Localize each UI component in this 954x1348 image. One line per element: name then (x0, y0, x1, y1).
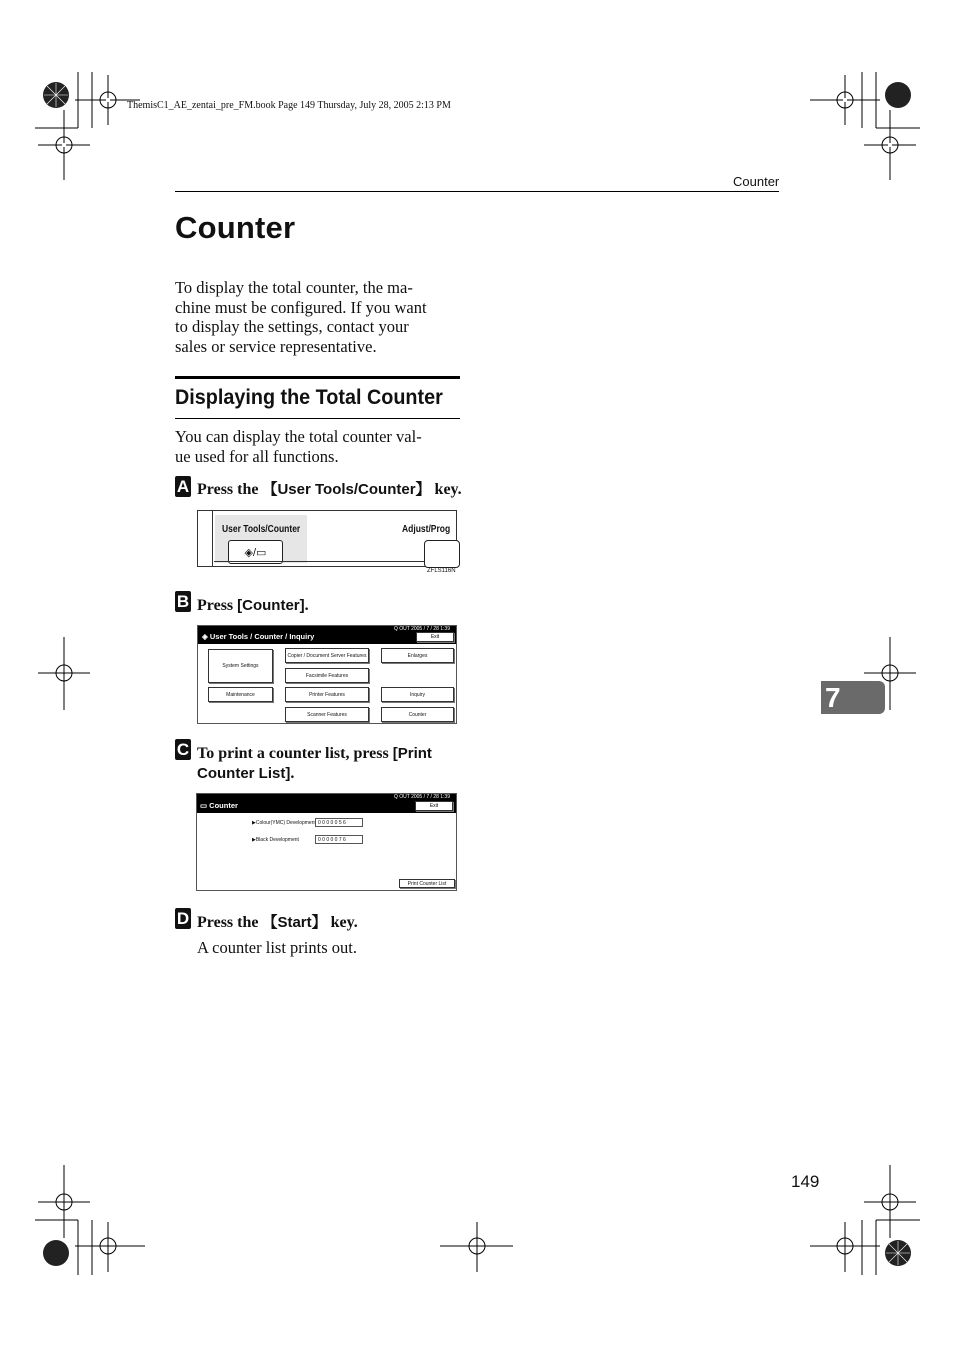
step-2-text: Press [Counter]. (197, 597, 309, 614)
intro-line: to display the settings, contact your (175, 317, 409, 336)
figure-code: ZFLS116N (427, 568, 456, 574)
printer-features-button[interactable]: Printer Features (285, 687, 369, 702)
step-number: C (176, 740, 190, 759)
key-name: 【Start】 (262, 914, 327, 931)
key-name: [Print (392, 745, 432, 762)
user-tools-counter-label: User Tools/Counter (222, 524, 301, 535)
counter-icon: ▭ (200, 801, 210, 810)
exit-button[interactable]: Exit (416, 632, 454, 642)
inquiry-button[interactable]: Inquiry (381, 687, 454, 702)
print-counter-list-button[interactable]: Print Counter List (399, 879, 455, 888)
intro-line: sales or service representative. (175, 336, 377, 356)
step-number: A (176, 477, 190, 496)
maintenance-button[interactable]: Maintenance (208, 687, 273, 702)
step-number: D (176, 909, 190, 928)
adjust-prog-key[interactable] (424, 540, 460, 568)
screen-title: ▭ Counter (200, 801, 238, 810)
intro-paragraph (175, 278, 461, 356)
section-body-line: ue used for all functions. (175, 446, 339, 466)
key-name: Counter List] (197, 765, 291, 782)
copier-features-button[interactable]: Copier / Document Server Features (285, 648, 369, 663)
counter-row-value: 0 0 0 0 0 5 6 (315, 818, 363, 827)
step-4-result: A counter list prints out. (197, 938, 357, 957)
status-line: Q OUT 2005 / 7 / 28 1:39 (393, 794, 450, 800)
exit-button[interactable]: Exit (415, 801, 453, 811)
section-title: Displaying the Total Counter (175, 385, 443, 409)
chapter-tab: 7 (821, 681, 885, 714)
adjust-prog-label: Adjust/Prog (402, 524, 451, 535)
running-head: Counter (733, 174, 780, 189)
counter-row-label: ▶Colour(YMC) Development (252, 820, 316, 826)
control-panel-illustration (197, 510, 457, 567)
counter-row-label: ▶Black Development (252, 837, 299, 843)
user-tools-screen (197, 625, 457, 724)
counter-button[interactable]: Counter (381, 707, 454, 722)
page-title: Counter (175, 210, 296, 245)
section-rule-bottom (175, 418, 460, 419)
file-info: ThemisC1_AE_zentai_pre_FM.book Page 149 Thursday, July 28, 2005 2:13 PM (127, 100, 451, 111)
step-3-text: To print a counter list, press [Print Counter List]. (197, 745, 432, 782)
counter-row-value: 0 0 0 0 0 7 6 (315, 835, 363, 844)
screen-title: ◈ User Tools / Counter / Inquiry (202, 632, 315, 641)
intro-line: To display the total counter, the ma- (175, 278, 413, 297)
tools-icon: ◈ (202, 632, 210, 641)
key-name: [Counter] (237, 597, 305, 614)
header-rule (175, 191, 779, 192)
scanner-features-button[interactable]: Scanner Features (285, 707, 369, 722)
page-number: 149 (791, 1172, 820, 1191)
enlarges-button[interactable]: Enlarges (381, 648, 454, 663)
facsimile-features-button[interactable]: Facsimile Features (285, 668, 369, 683)
system-settings-button[interactable]: System Settings (208, 649, 273, 683)
section-body (175, 427, 463, 466)
key-name: 【User Tools/Counter】 (262, 481, 431, 498)
step-number: B (176, 592, 190, 611)
step-1-text: Press the 【User Tools/Counter】 key. (197, 481, 462, 498)
section-body-line: You can display the total counter val- (175, 427, 422, 446)
status-line: Q OUT 2005 / 7 / 28 1:39 (393, 626, 450, 632)
section-rule-top (175, 376, 460, 379)
counter-screen (196, 793, 457, 891)
step-4-text: Press the 【Start】 key. (197, 914, 358, 931)
tools-icon: ◈/▭ (244, 546, 267, 559)
intro-line: chine must be configured. If you want (175, 297, 427, 317)
